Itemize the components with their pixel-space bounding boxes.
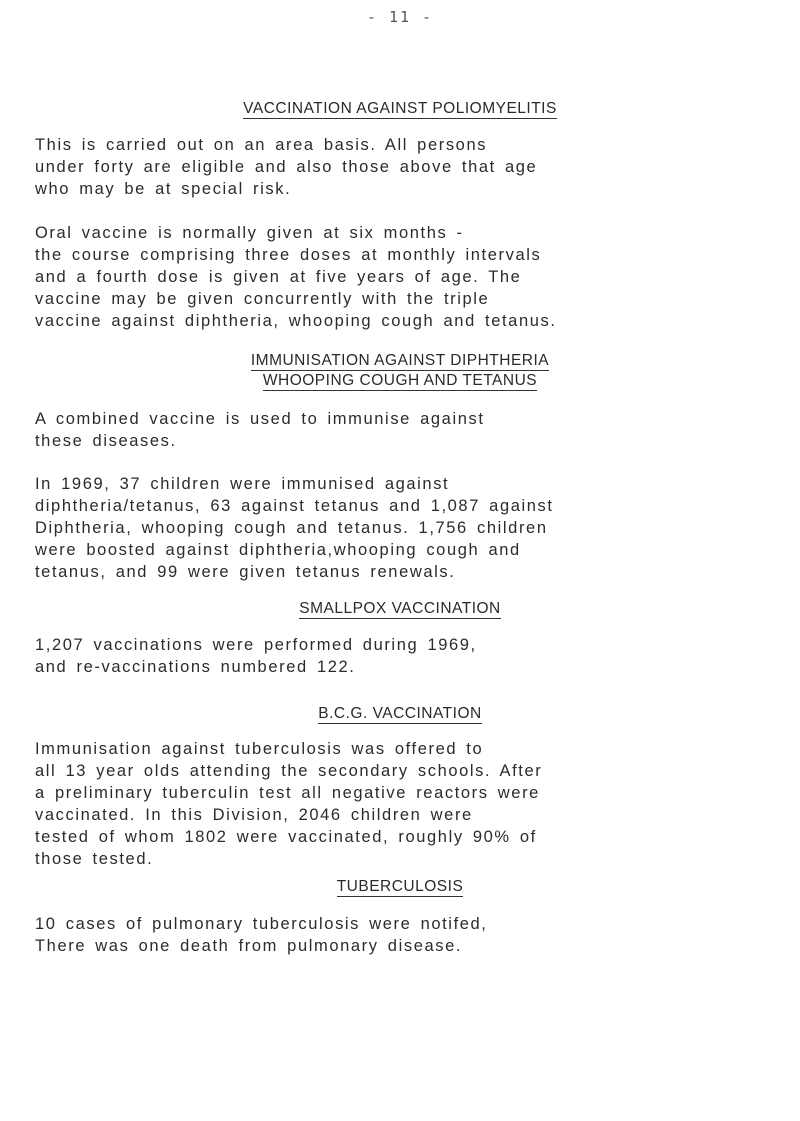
heading-poliomyelitis [0,100,800,118]
heading-smallpox-text: SMALLPOX VACCINATION [299,600,501,617]
heading-bcg-text: B.C.G. VACCINATION [318,705,482,722]
page-number: - 11 - [366,8,434,26]
paragraph-tuberculosis-cases: 10 cases of pulmonary tuberculosis were notifed, There was one death from pulmonary disease. [35,915,488,955]
paragraph-immunisation-counts: In 1969, 37 children were immunised against diphtheria/tetanus, 63 against tetanus and 1,087 against Diphtheria, whooping cough and tetanus. 1,756 children were boosted against diphtheria,whooping cough and tetanus, and 99 were given tetanus renewals. [35,475,554,581]
heading-whooping-cough-text: WHOOPING COUGH AND TETANUS [262,372,538,389]
paragraph-smallpox-counts: 1,207 vaccinations were performed during 1969, and re-vaccinations numbered 122. [35,636,477,676]
paragraph-polio-basis: This is carried out on an area basis. All persons under forty are eligible and also those above that age who may be at special risk. [35,136,538,198]
paragraph-bcg-immunisation: Immunisation against tuberculosis was offered to all 13 year olds attending the secondary schools. After a preliminary tuberculin test all negative reactors were vaccinated. In this Division, 2046 children were tested of whom 1802 were vaccinated, roughly 90% of those tested. [35,740,543,868]
heading-diphtheria-text: IMMUNISATION AGAINST DIPHTHERIA [250,352,550,369]
paragraph-polio-oral-vaccine: Oral vaccine is normally given at six months - the course comprising three doses at monthly intervals and a fourth dose is given at five years of age. The vaccine may be given concurrently with the triple vaccine against diphtheria, whooping cough and tetanus. [35,224,557,330]
heading-bcg [0,705,800,723]
heading-tuberculosis-text: TUBERCULOSIS [336,878,464,895]
heading-poliomyelitis-text: VACCINATION AGAINST POLIOMYELITIS [243,100,557,117]
heading-smallpox [0,600,800,618]
paragraph-combined-vaccine: A combined vaccine is used to immunise against these diseases. [35,410,485,450]
heading-tuberculosis [0,878,800,896]
heading-whooping-cough [0,372,800,390]
heading-diphtheria [0,352,800,370]
